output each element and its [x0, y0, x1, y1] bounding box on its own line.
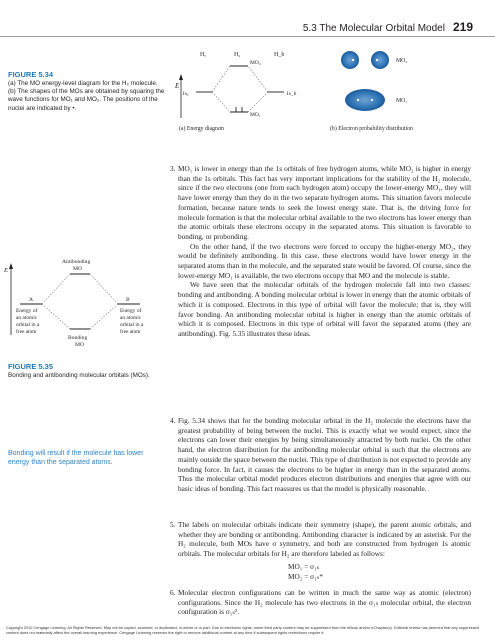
a-desc-line: Energy of: [16, 308, 38, 314]
b-desc-line: free atom: [120, 329, 141, 335]
paragraph: MO₁ is lower in energy than the 1s orbitals of free hydrogen atoms, while MO₂ is higher in energy than the 1s orbitals. This fact has very important implications for the stability of the H₂ molecule, since if the two electrons (one from each hydrogen atom) occupy the lower-energy MO₁, they will have lower energy than they do in the two separate hydrogen atoms. This situation favors molecule formation, because nature tends to seek the lowest energy state. That is, the driving force for molecule formation is that the molecular orbital available to the two electrons has lower energy than the atomic orbitals these electrons occupy in the separated atoms. This situation is favorable to bonding, or probonding.: [178, 164, 471, 241]
item-number: 4.: [170, 416, 176, 425]
page-number: 219: [452, 20, 473, 34]
paragraph: The labels on molecular orbitals indicate their symmetry (shape), the parent atomic orbitals, and whether they are bonding or antibonding. Antibonding character is indicated by an asterisk. For the H₂ molecule, both MOs have σ symmetry, and both are constructed from hydrogen 1s atomic orbitals. The molecular orbitals for H₂ are therefore labeled as follows:: [178, 520, 471, 559]
energy-axis-label: E: [4, 267, 8, 274]
a-desc-line: free atom: [16, 329, 37, 335]
list-item-4: [170, 416, 471, 494]
mo2-lobe-right: [371, 51, 389, 69]
bonding-label-1: Bonding: [68, 335, 88, 341]
paragraph: On the other hand, if the two electrons were forced to occupy the higher-energy MO₂, they would be definitely antibonding. In this case, these electrons would have lower energy in the separated atoms than in the molecule, and the separated state would be favored. Of course, since the lower-energy MO₁ is available, the two electrons occupy that MO and the molecule is stable.: [178, 241, 471, 280]
equation-mo1: MO₁ = σ₁ₛ: [288, 561, 320, 571]
nucleus-marker: [371, 99, 373, 101]
connector: [90, 274, 118, 304]
copyright-footer: Copyright 2010 Cengage Learning. All Rights Reserved. May not be copied, scanned, or duplicated, in whole or in part. Due to electronic rights, some third party content may be suppressed from the eBook and/or eChapter(s). Editorial review has deemed that any suppressed content does not materially affect the overall learning experience. Cengage Learning reserves the right to remove additional content at any time if subsequent rights restrictions require it.: [6, 625, 479, 635]
equation-mo2: MO₂ = σ₁ₛ*: [288, 571, 323, 581]
figure-534-diagram: [170, 44, 490, 136]
b-desc-line: an atomic: [120, 315, 142, 321]
margin-note: Bonding will result if the molecule has lower energy than the separated atoms.: [8, 450, 144, 466]
paragraph: Molecular electron configurations can be written in much the same way as atomic (electron) configurations. Since the H₂ molecule has two electrons in the σ₁ₛ molecular orbital, the electron configuration is σ₁ₛ².: [178, 588, 471, 617]
label-a: A: [29, 297, 34, 303]
energy-axis-label: E: [175, 82, 180, 90]
label-1sb: 1s_b: [286, 91, 297, 97]
shape-mo1-label: MO₁: [396, 98, 408, 104]
figure-535-caption: Bonding and antibonding molecular orbitals (MOs).: [8, 372, 150, 379]
list-item-6: [170, 588, 471, 617]
mo1-lobe: [345, 89, 385, 111]
label-1sa: 1sₐ: [182, 91, 189, 97]
shape-mo2-label: MO₂: [396, 58, 408, 64]
mo2-lobe-left: [341, 51, 359, 69]
col-label-h2: H₂: [234, 52, 241, 58]
item-number: 5.: [170, 520, 176, 529]
connector: [90, 304, 118, 329]
paragraph: We have seen that the molecular orbitals of the hydrogen molecule fall into two classes: bonding and antibonding. A bonding molecular orbital is lower in energy than the atomic orbitals of which it is composed. Electrons in this type of orbital will favor the molecule; that is, they will favor bonding. An antibonding molecular orbital is higher in energy than the atomic orbitals of which it is composed. Electrons in this type of orbital will favor the separated atoms (they are antibonding). Fig. 5.35 illustrates these ideas.: [178, 280, 471, 338]
antibonding-label-1: Antibonding: [62, 259, 91, 265]
a-desc-line: orbital in a: [16, 322, 40, 328]
label-mo2: MO₂: [250, 60, 261, 66]
list-item-5: [170, 520, 471, 581]
connector: [42, 304, 70, 329]
list-item-3: [170, 164, 471, 339]
part-b-label: (b) Electron probability distribution: [330, 126, 413, 132]
part-a-label: (a) Energy diagram: [179, 126, 224, 132]
connector: [248, 66, 268, 92]
b-desc-line: Energy of: [120, 308, 142, 314]
figure-534-label: FIGURE 5.34: [8, 70, 54, 79]
running-head: [303, 20, 473, 34]
label-mo1: MO₁: [250, 112, 261, 118]
energy-axis-arrow: [9, 263, 13, 269]
col-label-ha: Hₐ: [200, 52, 206, 58]
energy-axis-arrow: [179, 74, 183, 80]
connector: [212, 92, 230, 112]
connector: [248, 92, 268, 112]
label-b: B: [126, 297, 130, 303]
a-desc-line: an atomic: [16, 315, 38, 321]
item-number: 6.: [170, 588, 176, 597]
figure-535-diagram: [4, 247, 160, 355]
nucleus-marker: [357, 99, 359, 101]
figure-535-label: FIGURE 5.35: [8, 362, 54, 371]
header-rule: [0, 36, 495, 37]
antibonding-label-2: MO: [73, 266, 83, 272]
nucleus-marker: [352, 59, 354, 61]
connector: [42, 274, 70, 304]
nucleus-marker: [376, 59, 378, 61]
figure-534-caption: (a) The MO energy-level diagram for the H₂ molecule. (b) The shapes of the MOs are obtained by squaring the wave functions for MO₁ and MO₂. The positions of the nuclei are indicated by •.: [8, 80, 165, 112]
section-title: 5.3 The Molecular Orbital Model: [302, 23, 445, 34]
col-label-hb: H_b: [274, 52, 285, 58]
b-desc-line: orbital in a: [120, 322, 144, 328]
bonding-label-2: MO: [75, 342, 85, 348]
connector: [212, 66, 230, 92]
paragraph: Fig. 5.34 shows that for the bonding molecular orbital in the H₂ molecule the electrons have the greatest probability of being between the nuclei. This is exactly what we would expect, since the electrons can lower their energies by being simultaneously attracted by both nuclei. On the other hand, the electron distribution for the antibonding molecular orbital is such that the electrons are mainly outside the space between the nuclei. This type of distribution is not expected to provide any bonding force. In fact, it causes the electrons to be higher in energy than in the separated atoms. Thus the molecular orbital model produces electron distributions and energies that agree with our basic ideas of bonding. This fact reassures us that the model is physically reasonable.: [178, 416, 471, 493]
item-number: 3.: [170, 164, 176, 173]
